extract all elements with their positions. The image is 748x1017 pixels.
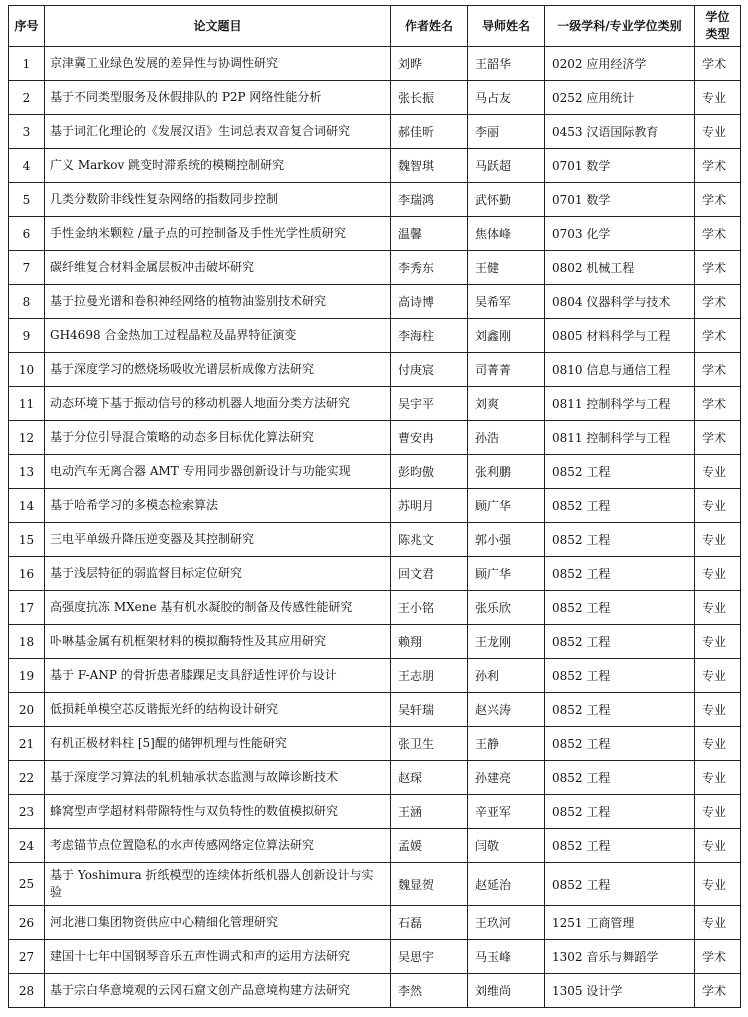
cell-advisor: 张利鹏 bbox=[468, 455, 545, 489]
cell-num: 25 bbox=[9, 863, 45, 906]
cell-title: 动态环境下基于振动信号的移动机器人地面分类方法研究 bbox=[45, 387, 391, 421]
table-row bbox=[9, 906, 741, 940]
table-row bbox=[9, 940, 741, 974]
cell-degree: 专业 bbox=[695, 523, 741, 557]
cell-discipline: 0802 机械工程 bbox=[545, 251, 695, 285]
cell-degree: 学术 bbox=[695, 183, 741, 217]
cell-num: 20 bbox=[9, 693, 45, 727]
cell-advisor: 辛亚军 bbox=[468, 795, 545, 829]
cell-title: 基于不同类型服务及休假排队的 P2P 网络性能分析 bbox=[45, 81, 391, 115]
cell-degree: 专业 bbox=[695, 115, 741, 149]
header-title: 论文题目 bbox=[45, 6, 391, 47]
cell-num: 21 bbox=[9, 727, 45, 761]
cell-discipline: 1302 音乐与舞蹈学 bbox=[545, 940, 695, 974]
cell-author: 李瑞鸿 bbox=[391, 183, 468, 217]
cell-author: 赖翔 bbox=[391, 625, 468, 659]
cell-discipline: 0701 数学 bbox=[545, 149, 695, 183]
cell-title: 基于 Yoshimura 折纸模型的连续体折纸机器人创新设计与实验 bbox=[45, 863, 391, 906]
table-row bbox=[9, 319, 741, 353]
cell-author: 李然 bbox=[391, 974, 468, 1008]
cell-degree: 专业 bbox=[695, 81, 741, 115]
cell-title: 基于词汇化理论的《发展汉语》生词总表双音复合词研究 bbox=[45, 115, 391, 149]
cell-discipline: 0811 控制科学与工程 bbox=[545, 421, 695, 455]
cell-degree: 专业 bbox=[695, 795, 741, 829]
table-row bbox=[9, 625, 741, 659]
cell-title: 基于深度学习算法的轧机轴承状态监测与故障诊断技术 bbox=[45, 761, 391, 795]
cell-num: 13 bbox=[9, 455, 45, 489]
cell-advisor: 焦体峰 bbox=[468, 217, 545, 251]
cell-author: 王志朋 bbox=[391, 659, 468, 693]
table-row bbox=[9, 387, 741, 421]
cell-degree: 专业 bbox=[695, 829, 741, 863]
cell-degree: 学术 bbox=[695, 149, 741, 183]
cell-advisor: 王静 bbox=[468, 727, 545, 761]
table-row bbox=[9, 217, 741, 251]
cell-num: 6 bbox=[9, 217, 45, 251]
cell-author: 王小铭 bbox=[391, 591, 468, 625]
cell-discipline: 0852 工程 bbox=[545, 761, 695, 795]
table-row bbox=[9, 47, 741, 81]
cell-degree: 学术 bbox=[695, 319, 741, 353]
cell-discipline: 0703 化学 bbox=[545, 217, 695, 251]
cell-author: 吴宇平 bbox=[391, 387, 468, 421]
cell-degree: 学术 bbox=[695, 47, 741, 81]
cell-num: 17 bbox=[9, 591, 45, 625]
cell-discipline: 0804 仪器科学与技术 bbox=[545, 285, 695, 319]
cell-author: 李海柱 bbox=[391, 319, 468, 353]
cell-advisor: 赵兴涛 bbox=[468, 693, 545, 727]
cell-advisor: 武怀勤 bbox=[468, 183, 545, 217]
cell-title: 三电平单级升降压逆变器及其控制研究 bbox=[45, 523, 391, 557]
cell-degree: 学术 bbox=[695, 940, 741, 974]
cell-title: 高强度抗冻 MXene 基有机水凝胶的制备及传感性能研究 bbox=[45, 591, 391, 625]
cell-discipline: 0701 数学 bbox=[545, 183, 695, 217]
table-row bbox=[9, 659, 741, 693]
cell-advisor: 马玉峰 bbox=[468, 940, 545, 974]
table-body bbox=[9, 47, 741, 1008]
cell-num: 22 bbox=[9, 761, 45, 795]
cell-author: 赵琛 bbox=[391, 761, 468, 795]
cell-discipline: 0852 工程 bbox=[545, 625, 695, 659]
cell-discipline: 0852 工程 bbox=[545, 591, 695, 625]
cell-title: 考虑锚节点位置隐私的水声传感网络定位算法研究 bbox=[45, 829, 391, 863]
cell-advisor: 王健 bbox=[468, 251, 545, 285]
cell-num: 7 bbox=[9, 251, 45, 285]
cell-degree: 学术 bbox=[695, 974, 741, 1008]
cell-author: 高诗博 bbox=[391, 285, 468, 319]
cell-degree: 学术 bbox=[695, 285, 741, 319]
cell-author: 付庚宸 bbox=[391, 353, 468, 387]
cell-advisor: 张乐欣 bbox=[468, 591, 545, 625]
cell-discipline: 0852 工程 bbox=[545, 659, 695, 693]
cell-discipline: 0852 工程 bbox=[545, 557, 695, 591]
table-row bbox=[9, 693, 741, 727]
cell-title: 基于深度学习的燃烧场吸收光谱层析成像方法研究 bbox=[45, 353, 391, 387]
table-row bbox=[9, 251, 741, 285]
table-row bbox=[9, 523, 741, 557]
cell-author: 吴轩瑞 bbox=[391, 693, 468, 727]
cell-discipline: 0202 应用经济学 bbox=[545, 47, 695, 81]
cell-author: 魏智琪 bbox=[391, 149, 468, 183]
cell-advisor: 刘鑫刚 bbox=[468, 319, 545, 353]
cell-author: 苏明月 bbox=[391, 489, 468, 523]
cell-num: 9 bbox=[9, 319, 45, 353]
cell-advisor: 王龙刚 bbox=[468, 625, 545, 659]
cell-author: 刘晔 bbox=[391, 47, 468, 81]
table-header-row bbox=[9, 6, 741, 47]
cell-num: 1 bbox=[9, 47, 45, 81]
cell-advisor: 孙建亮 bbox=[468, 761, 545, 795]
cell-title: 手性金纳米颗粒 /量子点的可控制备及手性光学性质研究 bbox=[45, 217, 391, 251]
table-row bbox=[9, 115, 741, 149]
cell-advisor: 李丽 bbox=[468, 115, 545, 149]
cell-title: 京津冀工业绿色发展的差异性与协调性研究 bbox=[45, 47, 391, 81]
cell-advisor: 郭小强 bbox=[468, 523, 545, 557]
table-row bbox=[9, 489, 741, 523]
cell-degree: 专业 bbox=[695, 761, 741, 795]
cell-title: 基于拉曼光谱和卷积神经网络的植物油鉴别技术研究 bbox=[45, 285, 391, 319]
table-row bbox=[9, 285, 741, 319]
cell-discipline: 0852 工程 bbox=[545, 693, 695, 727]
cell-title: 广义 Markov 跳变时滞系统的模糊控制研究 bbox=[45, 149, 391, 183]
cell-advisor: 司菁菁 bbox=[468, 353, 545, 387]
cell-degree: 专业 bbox=[695, 693, 741, 727]
header-author: 作者姓名 bbox=[391, 6, 468, 47]
cell-discipline: 1251 工商管理 bbox=[545, 906, 695, 940]
header-advisor: 导师姓名 bbox=[468, 6, 545, 47]
cell-title: 有机正极材料柱 [5]醌的储钾机理与性能研究 bbox=[45, 727, 391, 761]
table-row bbox=[9, 591, 741, 625]
cell-title: 电动汽车无离合器 AMT 专用同步器创新设计与功能实现 bbox=[45, 455, 391, 489]
table-row bbox=[9, 727, 741, 761]
cell-title: 卟啉基金属有机框架材料的模拟酶特性及其应用研究 bbox=[45, 625, 391, 659]
cell-title: 建国十七年中国钢琴音乐五声性调式和声的运用方法研究 bbox=[45, 940, 391, 974]
header-discipline: 一级学科/专业学位类别 bbox=[545, 6, 695, 47]
table-row bbox=[9, 863, 741, 906]
cell-title: 基于哈希学习的多模态检索算法 bbox=[45, 489, 391, 523]
cell-degree: 专业 bbox=[695, 557, 741, 591]
table-row bbox=[9, 149, 741, 183]
cell-degree: 专业 bbox=[695, 455, 741, 489]
cell-advisor: 王韶华 bbox=[468, 47, 545, 81]
cell-title: 基于宗白华意境观的云冈石窟文创产品意境构建方法研究 bbox=[45, 974, 391, 1008]
cell-degree: 专业 bbox=[695, 489, 741, 523]
cell-num: 27 bbox=[9, 940, 45, 974]
cell-num: 16 bbox=[9, 557, 45, 591]
cell-author: 吴思宇 bbox=[391, 940, 468, 974]
cell-num: 12 bbox=[9, 421, 45, 455]
cell-degree: 专业 bbox=[695, 727, 741, 761]
cell-discipline: 0852 工程 bbox=[545, 455, 695, 489]
cell-degree: 学术 bbox=[695, 251, 741, 285]
cell-degree: 专业 bbox=[695, 591, 741, 625]
cell-degree: 学术 bbox=[695, 387, 741, 421]
cell-advisor: 吴希军 bbox=[468, 285, 545, 319]
cell-title: 基于分位引导混合策略的动态多目标优化算法研究 bbox=[45, 421, 391, 455]
cell-author: 回文君 bbox=[391, 557, 468, 591]
cell-title: GH4698 合金热加工过程晶粒及晶界特征演变 bbox=[45, 319, 391, 353]
cell-degree: 专业 bbox=[695, 906, 741, 940]
cell-advisor: 闫敬 bbox=[468, 829, 545, 863]
cell-num: 4 bbox=[9, 149, 45, 183]
cell-advisor: 孙浩 bbox=[468, 421, 545, 455]
cell-author: 张卫生 bbox=[391, 727, 468, 761]
table-row bbox=[9, 557, 741, 591]
cell-author: 张长振 bbox=[391, 81, 468, 115]
cell-author: 李秀东 bbox=[391, 251, 468, 285]
table-row bbox=[9, 974, 741, 1008]
cell-title: 低损耗单模空芯反谐振光纤的结构设计研究 bbox=[45, 693, 391, 727]
cell-advisor: 刘维尚 bbox=[468, 974, 545, 1008]
cell-num: 24 bbox=[9, 829, 45, 863]
cell-num: 28 bbox=[9, 974, 45, 1008]
cell-degree: 学术 bbox=[695, 353, 741, 387]
cell-num: 15 bbox=[9, 523, 45, 557]
cell-num: 10 bbox=[9, 353, 45, 387]
header-degree: 学位类型 bbox=[695, 6, 741, 47]
cell-author: 王涵 bbox=[391, 795, 468, 829]
thesis-table bbox=[8, 5, 741, 1008]
cell-advisor: 马跃超 bbox=[468, 149, 545, 183]
cell-advisor: 赵延治 bbox=[468, 863, 545, 906]
table-row bbox=[9, 81, 741, 115]
table-row bbox=[9, 795, 741, 829]
cell-advisor: 马占友 bbox=[468, 81, 545, 115]
cell-num: 26 bbox=[9, 906, 45, 940]
cell-degree: 专业 bbox=[695, 863, 741, 906]
cell-discipline: 0810 信息与通信工程 bbox=[545, 353, 695, 387]
table-row bbox=[9, 455, 741, 489]
cell-discipline: 0811 控制科学与工程 bbox=[545, 387, 695, 421]
cell-degree: 专业 bbox=[695, 625, 741, 659]
cell-author: 魏显贺 bbox=[391, 863, 468, 906]
cell-num: 3 bbox=[9, 115, 45, 149]
cell-num: 23 bbox=[9, 795, 45, 829]
cell-discipline: 0852 工程 bbox=[545, 829, 695, 863]
cell-num: 5 bbox=[9, 183, 45, 217]
cell-title: 几类分数阶非线性复杂网络的指数同步控制 bbox=[45, 183, 391, 217]
cell-num: 19 bbox=[9, 659, 45, 693]
cell-degree: 学术 bbox=[695, 217, 741, 251]
cell-author: 郝佳昕 bbox=[391, 115, 468, 149]
cell-advisor: 孙利 bbox=[468, 659, 545, 693]
cell-degree: 专业 bbox=[695, 659, 741, 693]
table-row bbox=[9, 761, 741, 795]
cell-title: 蜂窝型声学超材料带隙特性与双负特性的数值模拟研究 bbox=[45, 795, 391, 829]
cell-discipline: 0852 工程 bbox=[545, 523, 695, 557]
cell-title: 碳纤维复合材料金属层板冲击破坏研究 bbox=[45, 251, 391, 285]
cell-author: 陈兆文 bbox=[391, 523, 468, 557]
cell-discipline: 0252 应用统计 bbox=[545, 81, 695, 115]
table-row bbox=[9, 421, 741, 455]
cell-degree: 学术 bbox=[695, 421, 741, 455]
table-row bbox=[9, 829, 741, 863]
cell-author: 曹安冉 bbox=[391, 421, 468, 455]
table-row bbox=[9, 353, 741, 387]
cell-author: 彭昀傲 bbox=[391, 455, 468, 489]
cell-advisor: 顾广华 bbox=[468, 557, 545, 591]
cell-advisor: 刘爽 bbox=[468, 387, 545, 421]
cell-advisor: 顾广华 bbox=[468, 489, 545, 523]
cell-advisor: 王玖河 bbox=[468, 906, 545, 940]
cell-num: 8 bbox=[9, 285, 45, 319]
cell-author: 石磊 bbox=[391, 906, 468, 940]
cell-discipline: 0852 工程 bbox=[545, 795, 695, 829]
header-num: 序号 bbox=[9, 6, 45, 47]
cell-num: 2 bbox=[9, 81, 45, 115]
cell-discipline: 0852 工程 bbox=[545, 863, 695, 906]
cell-title: 河北港口集团物资供应中心精细化管理研究 bbox=[45, 906, 391, 940]
cell-discipline: 0453 汉语国际教育 bbox=[545, 115, 695, 149]
cell-discipline: 1305 设计学 bbox=[545, 974, 695, 1008]
cell-author: 孟媛 bbox=[391, 829, 468, 863]
cell-title: 基于 F-ANP 的骨折患者膝踝足支具舒适性评价与设计 bbox=[45, 659, 391, 693]
cell-num: 11 bbox=[9, 387, 45, 421]
cell-discipline: 0805 材料科学与工程 bbox=[545, 319, 695, 353]
cell-discipline: 0852 工程 bbox=[545, 489, 695, 523]
cell-num: 14 bbox=[9, 489, 45, 523]
cell-author: 温馨 bbox=[391, 217, 468, 251]
cell-discipline: 0852 工程 bbox=[545, 727, 695, 761]
cell-title: 基于浅层特征的弱监督目标定位研究 bbox=[45, 557, 391, 591]
cell-num: 18 bbox=[9, 625, 45, 659]
table-row bbox=[9, 183, 741, 217]
